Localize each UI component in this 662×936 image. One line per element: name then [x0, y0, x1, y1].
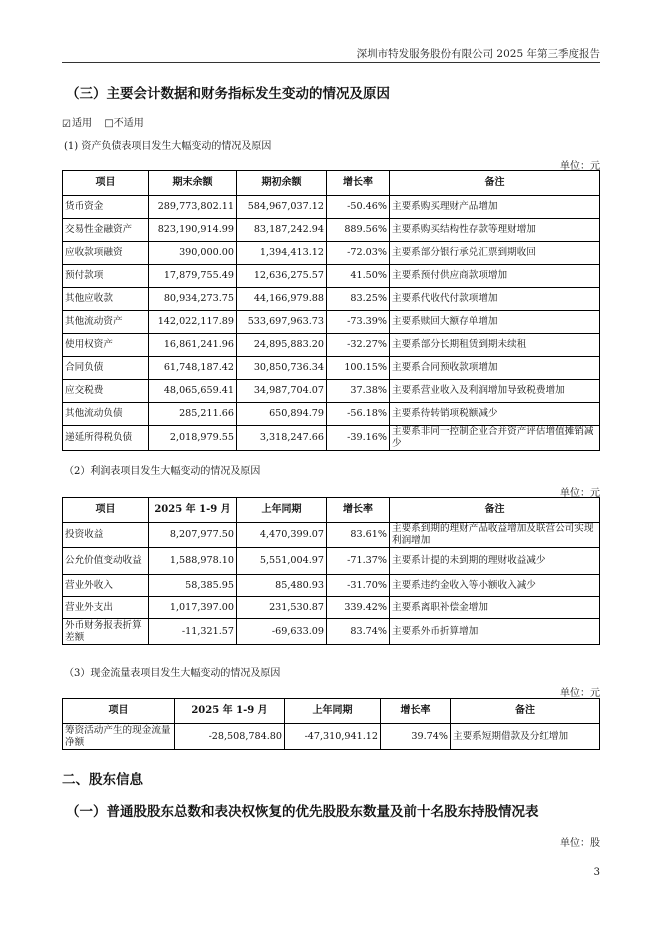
table-row: [63, 619, 600, 645]
row-label-cell: 其他应收款: [63, 288, 149, 311]
value-cell: 1,017,397.00: [149, 597, 237, 619]
row-label-cell: 营业外支出: [63, 597, 149, 619]
header-rule: [62, 62, 600, 63]
value-cell: 285,211.66: [149, 403, 237, 426]
row-label-cell: 其他流动负债: [63, 403, 149, 426]
row-label-cell: 递延所得税负债: [63, 426, 149, 451]
remark-cell: 主要系营业收入及利润增加导致税费增加: [390, 380, 600, 403]
value-cell: -73.39%: [327, 311, 390, 334]
value-cell: 3,318,247.66: [237, 426, 327, 451]
remark-cell: 主要系部分长期租赁到期未续租: [390, 334, 600, 357]
table-row: [63, 311, 600, 334]
balance-sheet-table: [62, 170, 600, 451]
value-cell: 1,394,413.12: [237, 242, 327, 265]
column-header: 备注: [390, 498, 600, 523]
value-cell: 4,470,399.07: [237, 523, 327, 548]
value-cell: 34,987,704.07: [237, 380, 327, 403]
table-row: [63, 357, 600, 380]
value-cell: 339.42%: [327, 597, 390, 619]
column-header: 增长率: [327, 498, 390, 523]
value-cell: 889.56%: [327, 219, 390, 242]
value-cell: 83.61%: [327, 523, 390, 548]
value-cell: 231,530.87: [237, 597, 327, 619]
value-cell: 58,385.95: [149, 575, 237, 597]
table3-caption: （3）现金流量表项目发生大幅变动的情况及原因: [64, 668, 281, 679]
remark-cell: 主要系合同预收款项增加: [390, 357, 600, 380]
unchecked-box-icon: □: [104, 118, 114, 129]
table-row: [63, 548, 600, 575]
value-cell: 83.74%: [327, 619, 390, 645]
section2-title: 二、股东信息: [62, 772, 143, 788]
remark-cell: 主要系违约金收入等小额收入减少: [390, 575, 600, 597]
checked-box-icon: ☑: [62, 119, 71, 130]
row-label-cell: 应交税费: [63, 380, 149, 403]
row-label-cell: 预付款项: [63, 265, 149, 288]
row-label-cell: 合同负债: [63, 357, 149, 380]
table2-caption: （2）利润表项目发生大幅变动的情况及原因: [64, 466, 261, 477]
remark-cell: 主要系待转销项税额减少: [390, 403, 600, 426]
value-cell: 12,636,275.57: [237, 265, 327, 288]
applicable-line: [62, 114, 144, 129]
unit-label-1: 单位：元: [560, 161, 600, 172]
value-cell: 650,894.79: [237, 403, 327, 426]
table-header-row: [63, 498, 600, 523]
section2-subtitle: （一）普通股股东总数和表决权恢复的优先股股东数量及前十名股东持股情况表: [66, 804, 539, 820]
unit-label-2: 单位：元: [560, 488, 600, 499]
column-header: 上年同期: [237, 498, 327, 523]
row-label-cell: 营业外收入: [63, 575, 149, 597]
value-cell: -69,633.09: [237, 619, 327, 645]
applicable-label: 适用: [71, 118, 92, 129]
value-cell: 44,166,979.88: [237, 288, 327, 311]
value-cell: 100.15%: [327, 357, 390, 380]
value-cell: 17,879,755.49: [149, 265, 237, 288]
page-header: 深圳市特发服务股份有限公司 2025 年第三季度报告: [356, 48, 600, 60]
section-title: （三）主要会计数据和财务指标发生变动的情况及原因: [66, 86, 390, 102]
value-cell: 30,850,736.34: [237, 357, 327, 380]
remark-cell: 主要系赎回大额存单增加: [390, 311, 600, 334]
table-row: [63, 288, 600, 311]
row-label-cell: 投资收益: [63, 523, 149, 548]
value-cell: 48,065,659.41: [149, 380, 237, 403]
remark-cell: 主要系到期的理财产品收益增加及联营公司实现利润增加: [390, 523, 600, 548]
value-cell: 41.50%: [327, 265, 390, 288]
row-label-cell: 应收款项融资: [63, 242, 149, 265]
value-cell: -56.18%: [327, 403, 390, 426]
row-label-cell: 货币资金: [63, 196, 149, 219]
remark-cell: 主要系购买结构性存款等理财增加: [390, 219, 600, 242]
value-cell: -32.27%: [327, 334, 390, 357]
value-cell: -31.70%: [327, 575, 390, 597]
column-header: 增长率: [327, 171, 390, 196]
value-cell: 2,018,979.55: [149, 426, 237, 451]
column-header: 2025 年 1-9 月: [175, 699, 285, 724]
column-header: 上年同期: [285, 699, 381, 724]
column-header: 2025 年 1-9 月: [149, 498, 237, 523]
row-label-cell: 公允价值变动收益: [63, 548, 149, 575]
row-label-cell: 外币财务报表折算差额: [63, 619, 149, 645]
table-row: [63, 196, 600, 219]
column-header: 项目: [63, 171, 149, 196]
table-row: [63, 426, 600, 451]
remark-cell: 主要系非同一控制企业合并资产评估增值摊销减少: [390, 426, 600, 451]
value-cell: -11,321.57: [149, 619, 237, 645]
remark-cell: 主要系短期借款及分红增加: [451, 724, 600, 750]
remark-cell: 主要系计提的未到期的理财收益减少: [390, 548, 600, 575]
column-header: 期初余额: [237, 171, 327, 196]
column-header: 期末余额: [149, 171, 237, 196]
value-cell: 533,697,963.73: [237, 311, 327, 334]
row-label-cell: 交易性金融资产: [63, 219, 149, 242]
not-applicable-label: 不适用: [113, 118, 144, 129]
table-row: [63, 334, 600, 357]
value-cell: 61,748,187.42: [149, 357, 237, 380]
cash-flow-table: [62, 698, 600, 750]
value-cell: 8,207,977.50: [149, 523, 237, 548]
value-cell: -50.46%: [327, 196, 390, 219]
table-header-row: [63, 699, 600, 724]
remark-cell: 主要系外币折算增加: [390, 619, 600, 645]
value-cell: 584,967,037.12: [237, 196, 327, 219]
table-row: [63, 403, 600, 426]
value-cell: 37.38%: [327, 380, 390, 403]
income-statement-table: [62, 497, 600, 645]
table-row: [63, 523, 600, 548]
value-cell: 24,895,883.20: [237, 334, 327, 357]
table-row: [63, 265, 600, 288]
value-cell: 390,000.00: [149, 242, 237, 265]
column-header: 项目: [63, 498, 149, 523]
remark-cell: 主要系代收代付款项增加: [390, 288, 600, 311]
column-header: 备注: [390, 171, 600, 196]
table-row: [63, 219, 600, 242]
value-cell: -71.37%: [327, 548, 390, 575]
table-row: [63, 597, 600, 619]
value-cell: 80,934,273.75: [149, 288, 237, 311]
value-cell: 16,861,241.96: [149, 334, 237, 357]
table-row: [63, 575, 600, 597]
column-header: 增长率: [381, 699, 451, 724]
table1-caption: (1) 资产负债表项目发生大幅变动的情况及原因: [64, 141, 272, 152]
value-cell: 85,480.93: [237, 575, 327, 597]
value-cell: 823,190,914.99: [149, 219, 237, 242]
row-label-cell: 其他流动资产: [63, 311, 149, 334]
remark-cell: 主要系预付供应商款项增加: [390, 265, 600, 288]
column-header: 备注: [451, 699, 600, 724]
value-cell: 39.74%: [381, 724, 451, 750]
value-cell: -39.16%: [327, 426, 390, 451]
table-row: [63, 724, 600, 750]
value-cell: 289,773,802.11: [149, 196, 237, 219]
page-number: 3: [593, 867, 600, 878]
value-cell: -47,310,941.12: [285, 724, 381, 750]
unit-label-4: 单位：股: [560, 838, 600, 849]
value-cell: -72.03%: [327, 242, 390, 265]
value-cell: 142,022,117.89: [149, 311, 237, 334]
remark-cell: 主要系离职补偿金增加: [390, 597, 600, 619]
column-header: 项目: [63, 699, 175, 724]
remark-cell: 主要系部分银行承兑汇票到期收回: [390, 242, 600, 265]
value-cell: 1,588,978.10: [149, 548, 237, 575]
table-header-row: [63, 171, 600, 196]
value-cell: 5,551,004.97: [237, 548, 327, 575]
row-label-cell: 筹资活动产生的现金流量净额: [63, 724, 175, 750]
table-row: [63, 380, 600, 403]
unit-label-3: 单位：元: [560, 688, 600, 699]
value-cell: -28,508,784.80: [175, 724, 285, 750]
row-label-cell: 使用权资产: [63, 334, 149, 357]
value-cell: 83,187,242.94: [237, 219, 327, 242]
value-cell: 83.25%: [327, 288, 390, 311]
table-row: [63, 242, 600, 265]
remark-cell: 主要系购买理财产品增加: [390, 196, 600, 219]
